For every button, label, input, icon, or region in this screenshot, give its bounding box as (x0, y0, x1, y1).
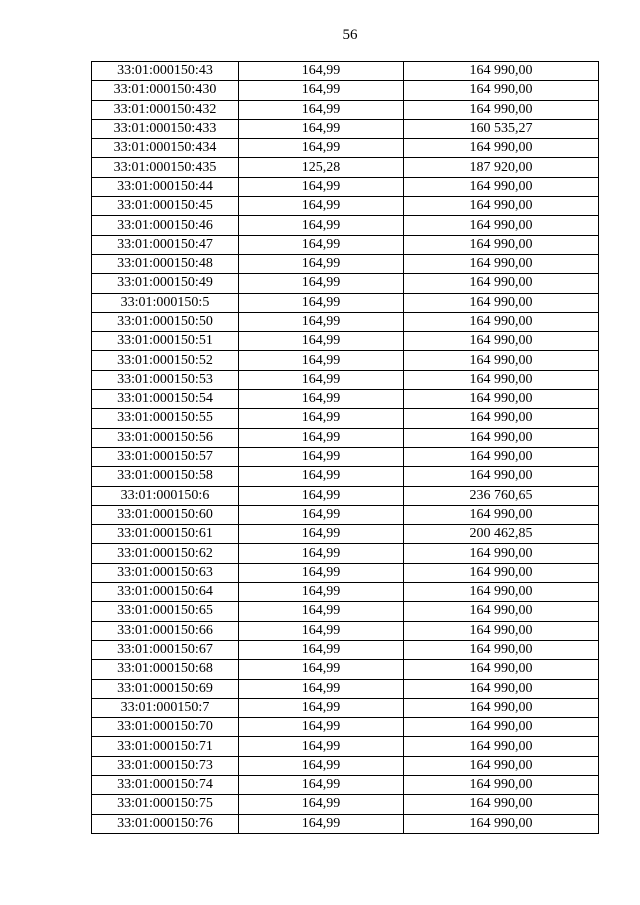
area-cell: 164,99 (239, 737, 404, 756)
value-cell: 164 990,00 (404, 602, 599, 621)
table-row (92, 795, 599, 814)
table-row (92, 390, 599, 409)
table-row (92, 332, 599, 351)
cadastral-number-cell: 33:01:000150:60 (92, 505, 239, 524)
area-cell: 164,99 (239, 274, 404, 293)
area-cell: 164,99 (239, 660, 404, 679)
value-cell: 187 920,00 (404, 158, 599, 177)
cadastral-number-cell: 33:01:000150:66 (92, 621, 239, 640)
value-cell: 164 990,00 (404, 139, 599, 158)
cadastral-number-cell: 33:01:000150:64 (92, 583, 239, 602)
cadastral-number-cell: 33:01:000150:430 (92, 81, 239, 100)
cadastral-number-cell: 33:01:000150:49 (92, 274, 239, 293)
area-cell: 164,99 (239, 409, 404, 428)
table-row (92, 660, 599, 679)
table-row (92, 293, 599, 312)
cadastral-number-cell: 33:01:000150:76 (92, 814, 239, 833)
value-cell: 164 990,00 (404, 197, 599, 216)
area-cell: 164,99 (239, 293, 404, 312)
area-cell: 164,99 (239, 679, 404, 698)
page-number: 56 (342, 27, 358, 43)
table-row (92, 409, 599, 428)
area-cell: 164,99 (239, 698, 404, 717)
table-row (92, 505, 599, 524)
cadastral-number-cell: 33:01:000150:54 (92, 390, 239, 409)
area-cell: 164,99 (239, 621, 404, 640)
value-cell: 164 990,00 (404, 679, 599, 698)
area-cell: 164,99 (239, 563, 404, 582)
cadastral-number-cell: 33:01:000150:74 (92, 775, 239, 794)
table-row (92, 274, 599, 293)
area-cell: 164,99 (239, 139, 404, 158)
cadastral-number-cell: 33:01:000150:56 (92, 428, 239, 447)
value-cell: 164 990,00 (404, 293, 599, 312)
area-cell: 164,99 (239, 197, 404, 216)
area-cell: 164,99 (239, 525, 404, 544)
cadastral-number-cell: 33:01:000150:7 (92, 698, 239, 717)
table-row (92, 525, 599, 544)
area-cell: 164,99 (239, 216, 404, 235)
area-cell: 164,99 (239, 390, 404, 409)
value-cell: 164 990,00 (404, 351, 599, 370)
table-body (92, 62, 599, 834)
cadastral-number-cell: 33:01:000150:62 (92, 544, 239, 563)
cadastral-number-cell: 33:01:000150:5 (92, 293, 239, 312)
value-cell: 164 990,00 (404, 447, 599, 466)
cadastral-number-cell: 33:01:000150:43 (92, 62, 239, 81)
value-cell: 164 990,00 (404, 216, 599, 235)
table-row (92, 737, 599, 756)
table-row (92, 351, 599, 370)
area-cell: 164,99 (239, 100, 404, 119)
cadastral-number-cell: 33:01:000150:71 (92, 737, 239, 756)
table-row (92, 775, 599, 794)
table-row (92, 197, 599, 216)
value-cell: 164 990,00 (404, 505, 599, 524)
cadastral-number-cell: 33:01:000150:51 (92, 332, 239, 351)
table-row (92, 756, 599, 775)
table-row (92, 62, 599, 81)
value-cell: 164 990,00 (404, 583, 599, 602)
value-cell: 164 990,00 (404, 563, 599, 582)
cadastral-number-cell: 33:01:000150:55 (92, 409, 239, 428)
table-row (92, 814, 599, 833)
value-cell: 164 990,00 (404, 467, 599, 486)
value-cell: 164 990,00 (404, 390, 599, 409)
cadastral-number-cell: 33:01:000150:47 (92, 235, 239, 254)
table-row (92, 447, 599, 466)
table-row (92, 235, 599, 254)
table-row (92, 100, 599, 119)
area-cell: 164,99 (239, 119, 404, 138)
value-cell: 164 990,00 (404, 177, 599, 196)
area-cell: 164,99 (239, 602, 404, 621)
table-row (92, 158, 599, 177)
cadastral-number-cell: 33:01:000150:75 (92, 795, 239, 814)
area-cell: 164,99 (239, 544, 404, 563)
cadastral-number-cell: 33:01:000150:434 (92, 139, 239, 158)
value-cell: 164 990,00 (404, 409, 599, 428)
area-cell: 164,99 (239, 235, 404, 254)
table-row (92, 640, 599, 659)
cadastral-number-cell: 33:01:000150:69 (92, 679, 239, 698)
value-cell: 164 990,00 (404, 640, 599, 659)
area-cell: 164,99 (239, 775, 404, 794)
table-row (92, 428, 599, 447)
cadastral-number-cell: 33:01:000150:6 (92, 486, 239, 505)
area-cell: 164,99 (239, 312, 404, 331)
value-cell: 164 990,00 (404, 100, 599, 119)
table-row (92, 312, 599, 331)
cadastral-number-cell: 33:01:000150:52 (92, 351, 239, 370)
table-row (92, 718, 599, 737)
area-cell: 164,99 (239, 254, 404, 273)
cadastral-number-cell: 33:01:000150:433 (92, 119, 239, 138)
area-cell: 164,99 (239, 428, 404, 447)
table-row (92, 254, 599, 273)
value-cell: 164 990,00 (404, 81, 599, 100)
area-cell: 164,99 (239, 795, 404, 814)
value-cell: 236 760,65 (404, 486, 599, 505)
cadastral-number-cell: 33:01:000150:58 (92, 467, 239, 486)
table-row (92, 119, 599, 138)
cadastral-number-cell: 33:01:000150:57 (92, 447, 239, 466)
table-row (92, 621, 599, 640)
cadastral-number-cell: 33:01:000150:45 (92, 197, 239, 216)
cadastral-number-cell: 33:01:000150:70 (92, 718, 239, 737)
value-cell: 164 990,00 (404, 332, 599, 351)
value-cell: 200 462,85 (404, 525, 599, 544)
cadastral-number-cell: 33:01:000150:65 (92, 602, 239, 621)
table-row (92, 698, 599, 717)
area-cell: 164,99 (239, 447, 404, 466)
cadastral-number-cell: 33:01:000150:63 (92, 563, 239, 582)
area-cell: 164,99 (239, 81, 404, 100)
area-cell: 125,28 (239, 158, 404, 177)
area-cell: 164,99 (239, 486, 404, 505)
value-cell: 164 990,00 (404, 544, 599, 563)
cadastral-number-cell: 33:01:000150:48 (92, 254, 239, 273)
table-row (92, 544, 599, 563)
cadastral-number-cell: 33:01:000150:67 (92, 640, 239, 659)
area-cell: 164,99 (239, 718, 404, 737)
cadastral-number-cell: 33:01:000150:432 (92, 100, 239, 119)
value-cell: 164 990,00 (404, 814, 599, 833)
cadastral-number-cell: 33:01:000150:44 (92, 177, 239, 196)
table-row (92, 467, 599, 486)
value-cell: 164 990,00 (404, 254, 599, 273)
value-cell: 164 990,00 (404, 312, 599, 331)
table-row (92, 216, 599, 235)
table-row (92, 583, 599, 602)
value-cell: 164 990,00 (404, 621, 599, 640)
data-table (91, 61, 599, 834)
area-cell: 164,99 (239, 332, 404, 351)
area-cell: 164,99 (239, 640, 404, 659)
value-cell: 164 990,00 (404, 775, 599, 794)
area-cell: 164,99 (239, 756, 404, 775)
area-cell: 164,99 (239, 370, 404, 389)
cadastral-number-cell: 33:01:000150:53 (92, 370, 239, 389)
area-cell: 164,99 (239, 467, 404, 486)
cadastral-number-cell: 33:01:000150:435 (92, 158, 239, 177)
value-cell: 164 990,00 (404, 718, 599, 737)
value-cell: 164 990,00 (404, 756, 599, 775)
area-cell: 164,99 (239, 505, 404, 524)
value-cell: 164 990,00 (404, 235, 599, 254)
table-row (92, 370, 599, 389)
table-row (92, 679, 599, 698)
area-cell: 164,99 (239, 62, 404, 81)
value-cell: 164 990,00 (404, 698, 599, 717)
cadastral-number-cell: 33:01:000150:50 (92, 312, 239, 331)
value-cell: 164 990,00 (404, 62, 599, 81)
value-cell: 160 535,27 (404, 119, 599, 138)
area-cell: 164,99 (239, 814, 404, 833)
cadastral-number-cell: 33:01:000150:61 (92, 525, 239, 544)
area-cell: 164,99 (239, 583, 404, 602)
cadastral-number-cell: 33:01:000150:46 (92, 216, 239, 235)
value-cell: 164 990,00 (404, 660, 599, 679)
table-row (92, 139, 599, 158)
cadastral-number-cell: 33:01:000150:68 (92, 660, 239, 679)
table-row (92, 177, 599, 196)
table-row (92, 563, 599, 582)
table-row (92, 81, 599, 100)
value-cell: 164 990,00 (404, 370, 599, 389)
value-cell: 164 990,00 (404, 795, 599, 814)
table-row (92, 602, 599, 621)
cadastral-number-cell: 33:01:000150:73 (92, 756, 239, 775)
table-row (92, 486, 599, 505)
area-cell: 164,99 (239, 351, 404, 370)
value-cell: 164 990,00 (404, 428, 599, 447)
value-cell: 164 990,00 (404, 274, 599, 293)
area-cell: 164,99 (239, 177, 404, 196)
value-cell: 164 990,00 (404, 737, 599, 756)
